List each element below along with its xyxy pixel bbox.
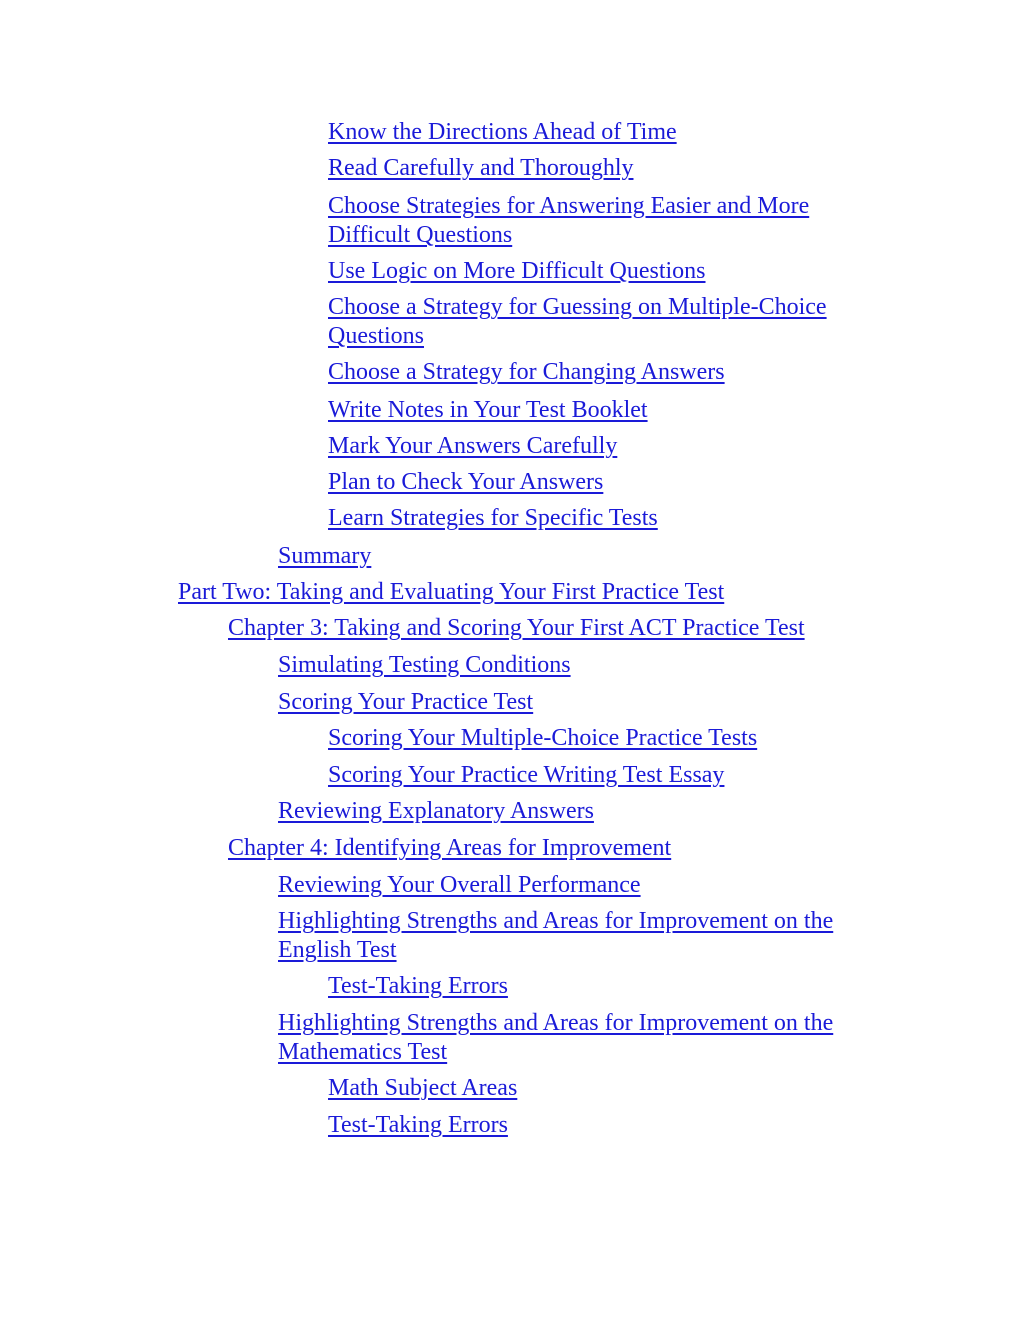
toc-link-strategy-changing-answers[interactable]: Choose a Strategy for Changing Answers [328,359,725,385]
toc-link-scoring-practice-test[interactable]: Scoring Your Practice Test [278,689,534,715]
toc-link-summary[interactable]: Summary [278,543,372,569]
toc-link-read-carefully[interactable]: Read Carefully and Thoroughly [328,155,634,181]
toc-link-learn-strategies[interactable]: Learn Strategies for Specific Tests [328,505,658,531]
toc-link-chapter-3[interactable]: Chapter 3: Taking and Scoring Your First ACT Practice Test [228,615,805,641]
toc-link-simulating-testing[interactable]: Simulating Testing Conditions [278,652,571,678]
toc-link-write-notes[interactable]: Write Notes in Your Test Booklet [328,397,648,423]
toc-link-scoring-multiple-choice[interactable]: Scoring Your Multiple-Choice Practice Tests [328,725,758,751]
toc-link-highlighting-mathematics[interactable]: Highlighting Strengths and Areas for Improvement on the Mathematics Test [278,1010,834,1065]
toc-link-reviewing-overall[interactable]: Reviewing Your Overall Performance [278,872,641,898]
toc-link-test-taking-errors-math[interactable]: Test-Taking Errors [328,1112,508,1138]
toc-link-reviewing-explanatory[interactable]: Reviewing Explanatory Answers [278,798,594,824]
toc-link-mark-answers[interactable]: Mark Your Answers Carefully [328,433,618,459]
toc-link-choose-strategies-answering[interactable]: Choose Strategies for Answering Easier and More Difficult Questions [328,193,810,248]
toc-link-use-logic[interactable]: Use Logic on More Difficult Questions [328,258,706,284]
toc-link-math-subject-areas[interactable]: Math Subject Areas [328,1075,518,1101]
toc-link-strategy-guessing[interactable]: Choose a Strategy for Guessing on Multiple-Choice Questions [328,294,827,349]
toc-link-chapter-4[interactable]: Chapter 4: Identifying Areas for Improvement [228,835,672,861]
toc-link-part-two[interactable]: Part Two: Taking and Evaluating Your First Practice Test [178,579,725,605]
toc-link-test-taking-errors-english[interactable]: Test-Taking Errors [328,973,508,999]
toc-link-scoring-writing-essay[interactable]: Scoring Your Practice Writing Test Essay [328,762,725,788]
toc-link-know-the-directions[interactable]: Know the Directions Ahead of Time [328,119,677,145]
toc-link-highlighting-english[interactable]: Highlighting Strengths and Areas for Improvement on the English Test [278,908,834,963]
toc-link-plan-to-check[interactable]: Plan to Check Your Answers [328,469,604,495]
